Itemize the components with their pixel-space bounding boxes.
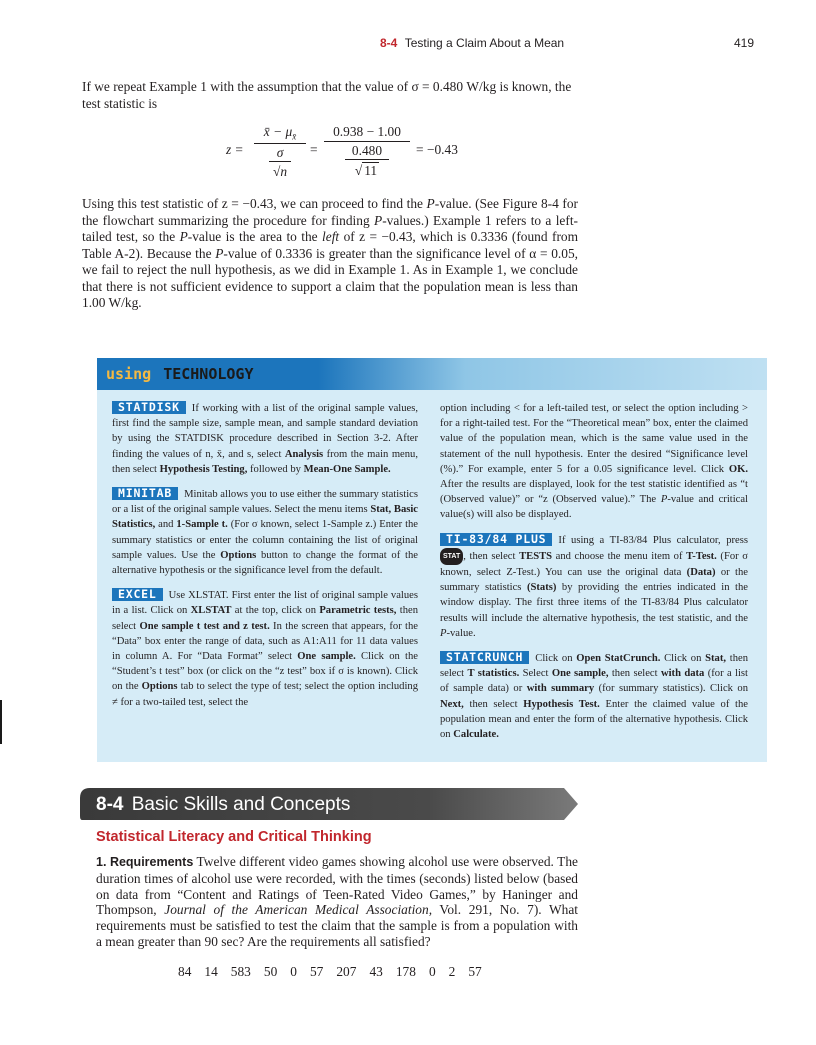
statcrunch-text: with summary — [526, 683, 595, 695]
excel-text: Click on the “Student’s t test” box (or click on the “z test” box if σ is known). Click on the — [112, 651, 418, 693]
statcrunch-text: Calculate. — [453, 729, 499, 741]
formula-sqrt-n: √n — [272, 163, 288, 179]
ti-text: If using a TI-83/84 Plus calculator, press — [558, 534, 748, 546]
body-text: left — [322, 229, 340, 244]
formula-result: = −0.43 — [416, 142, 458, 157]
data-value: 0 — [428, 964, 436, 979]
running-header — [380, 36, 564, 50]
statcrunch-text: then select — [463, 698, 524, 710]
margin-rule — [0, 700, 2, 744]
excel-text: at the top, click on — [231, 605, 320, 617]
formula-sigma: σ — [276, 144, 284, 160]
exercises-section-number: 8-4 — [96, 794, 124, 815]
excel-text: In the screen that appears, for the “Data” box enter the range of data, such as A1:A11 for 11 data values in column A. For “Data Format” select — [112, 620, 418, 663]
excel-text: XLSTAT — [190, 605, 232, 617]
technology-banner-title — [106, 364, 254, 384]
body-paragraph — [82, 196, 578, 312]
ti-text: and choose the menu item of — [552, 550, 687, 562]
page-number: 419 — [734, 36, 755, 50]
body-text: P — [179, 229, 188, 244]
statcrunch-text: Enter the claimed value of the population mean and enter the form of the alternative hypothesis. Click on — [440, 698, 748, 741]
body-text: -value is the area to the — [187, 229, 323, 244]
statcrunch-text: Stat, — [705, 653, 727, 665]
statcrunch-instructions — [440, 651, 748, 742]
statcrunch-text: with data — [660, 668, 705, 680]
ti-text: P — [440, 627, 447, 639]
excel-tag: EXCEL — [112, 588, 163, 601]
stat-key-icon: STAT — [440, 548, 463, 565]
exercises-section-title: Basic Skills and Concepts — [131, 794, 351, 815]
banner-technology: TECHNOLOGY — [163, 365, 254, 383]
exercise-text: Vol. 291, No. 7). What requirements must be satisfied to test the claim that the sample is from a population with a mean greater than 90 sec? Are the requirements all satisfied? — [96, 902, 578, 949]
data-value: 57 — [309, 964, 324, 979]
minitab-text: button to change the format of the alternative hypothesis or the significance level from the default. — [112, 549, 418, 577]
formula-value-sqrt-11: 11 — [364, 163, 378, 178]
data-value: 57 — [468, 964, 482, 979]
statcrunch-text: Hypothesis Test. — [523, 698, 600, 710]
body-text: -value. (See Figure 8-4 for the flowchart summarizing the procedure for finding — [82, 196, 578, 228]
excel-text: option including < for a left-tailed test, or select the option including > for a right-tailed test. For the “Theoretical mean” box, enter the claimed value of the population mean, which is the same value used in the statement of the null hypothesis. Enter the desired “Significance level (%).” For example, enter 5 for a 0.05 significance level. Click — [440, 403, 748, 475]
excel-text: Use XLSTAT. First enter the list of original sample values in a list. Click on — [112, 590, 418, 617]
formula-lhs: z = — [226, 142, 244, 157]
statcrunch-text: One sample, — [551, 668, 609, 680]
exercise-data-row — [178, 964, 495, 982]
statdisk-text: If working with a list of the original sample values, first find the sample size, sample mean, and sample standard deviation by using the STATDISK procedure described in Section 3-2. After finding the values of n, x̄, and s, select — [112, 403, 418, 460]
excel-text: One sample. — [297, 651, 356, 663]
minitab-text: Options — [220, 549, 257, 561]
minitab-text: Minitab allows you to use either the summary statistics or a list of the original sample values. Select the menu items — [112, 489, 418, 516]
body-text: -value of 0.3336 is greater than the significance level of α = 0.05, we fail to reject the null hypothesis, as we did in Example 1. As in Example 1, we conclude that there is not sufficient evidence to support a claim that the population mean is less than 1.00 W/kg. — [82, 245, 578, 310]
formula-value-numerator: 0.938 − 1.00 — [324, 124, 410, 142]
ti-text: by providing the entries indicated in the window display. The first three items of the TI-83/84 Plus calculator results will include the alternative hypothesis, the test statistic, and the — [440, 582, 748, 624]
body-text: P — [215, 245, 224, 261]
body-text: P — [374, 212, 383, 228]
data-value: 14 — [204, 964, 218, 979]
excel-text: One sample t test and z test. — [139, 620, 270, 632]
header-section-number: 8-4 — [380, 36, 398, 50]
ti-text: TESTS — [519, 550, 553, 562]
data-value: 178 — [395, 964, 416, 979]
statdisk-text: Hypothesis Testing, — [159, 463, 248, 475]
minitab-text: Stat, Basic Statistics, — [112, 504, 419, 531]
statcrunch-text: Click on — [660, 653, 706, 665]
excel-text: P — [660, 494, 668, 506]
exercises-subheading: Statistical Literacy and Critical Thinking — [96, 829, 372, 845]
statcrunch-text: Next, — [440, 698, 464, 710]
excel-text: OK. — [728, 463, 748, 475]
minitab-text: (For σ known, select 1-Sample z.) Enter the summary statistics or enter the column containing the list of original sample values. Use the — [112, 519, 419, 561]
statcrunch-text: Click on — [535, 653, 577, 665]
statdisk-tag: STATDISK — [112, 401, 186, 414]
statcrunch-text: Select — [519, 668, 552, 680]
exercise-number: 1. — [96, 855, 107, 869]
body-text: P — [426, 196, 435, 211]
formula-symbolic-numerator: x̄ − μ — [263, 124, 293, 139]
excel-text: -value and critical value(s) will also be displayed. — [440, 494, 748, 521]
body-text: of z = −0.43, which is 0.3336 (found from Table A-2). Because the — [82, 229, 579, 261]
header-section-title: Testing a Claim About a Mean — [404, 36, 565, 50]
excel-instructions — [112, 588, 418, 710]
excel-text: Options — [141, 681, 178, 693]
excel-text: tab to select the type of test; select the option including ≠ for a two-tailed test, select the — [112, 681, 418, 708]
statcrunch-text: T statistics. — [467, 668, 520, 680]
technology-column-left — [112, 401, 418, 710]
statcrunch-tag: STATCRUNCH — [440, 651, 529, 664]
ti-text: (Data) — [686, 567, 716, 579]
ti-text: (For σ known, select Z-Test.) You can use the original data — [440, 550, 748, 579]
ti-text: T-Test. — [686, 550, 717, 562]
minitab-instructions — [112, 487, 418, 578]
excel-text: After the results are displayed, look for the test statistic identified as “t (Observed value)” or “z (Observed value).” The — [440, 479, 748, 506]
formula-equals: = — [310, 142, 318, 157]
ti-text: , then select — [463, 550, 520, 562]
ti-instructions — [440, 533, 748, 641]
formula-symbolic-fraction — [254, 124, 306, 180]
ti-text: -value. — [446, 627, 476, 639]
statdisk-text: Analysis — [284, 448, 324, 460]
body-text: Using this test statistic of z = −0.43, we can proceed to find the — [82, 196, 427, 211]
ti-text: (Stats) — [526, 582, 557, 594]
technology-column-right — [440, 401, 748, 742]
statcrunch-text: then select — [440, 653, 749, 680]
data-value: 583 — [230, 964, 251, 979]
excel-continued — [440, 401, 748, 523]
ti-tag: TI-83/84 PLUS — [440, 533, 552, 546]
data-value: 43 — [369, 964, 383, 979]
excel-text: Parametric tests, — [319, 605, 397, 617]
exercise-text: Journal of the American Medical Association, — [164, 902, 433, 918]
statdisk-instructions — [112, 401, 418, 477]
statcrunch-text: (for summary statistics). Click on — [594, 683, 749, 695]
data-value: 2 — [448, 964, 456, 979]
formula-value-fraction: 0.938 − 1.00 0.480 √ 11 — [324, 124, 410, 179]
minitab-text: 1-Sample t. — [176, 519, 228, 531]
test-statistic-formula — [226, 124, 546, 186]
data-value: 0 — [290, 964, 297, 979]
data-value: 84 — [178, 964, 192, 979]
exercise-1 — [96, 854, 578, 950]
formula-value-sigma: 0.480 — [351, 143, 383, 158]
exercise-title: Requirements — [109, 855, 194, 869]
data-value: 207 — [336, 964, 357, 979]
ti-text: or the summary statistics — [440, 567, 748, 594]
minitab-text: and — [155, 519, 177, 531]
intro-paragraph: If we repeat Example 1 with the assumption that the value of σ = 0.480 W/kg is known, the test statistic is — [82, 79, 572, 111]
statcrunch-text: then select — [608, 668, 661, 680]
statcrunch-text: Open StatCrunch. — [576, 653, 661, 665]
banner-using: using — [106, 365, 152, 383]
statdisk-text: from the main menu, then select — [112, 448, 418, 475]
body-text: -values.) Example 1 refers to a left-tailed test, so the — [82, 212, 578, 244]
exercises-heading — [96, 793, 350, 817]
data-value: 50 — [263, 964, 278, 979]
minitab-tag: MINITAB — [112, 487, 178, 500]
statdisk-text: followed by — [247, 463, 304, 475]
formula-symbolic-subscript: x̄ — [292, 131, 297, 142]
statcrunch-text: (for a list of sample data) or — [440, 668, 748, 695]
excel-text: then select — [112, 605, 419, 632]
exercise-text: Twelve different video games showing alcohol use were observed. The duration times of alcohol use were recorded, with the times (seconds) listed below (based on data from “Content and Ratings of Teen-Rated Video Games,” by Haninger and Thompson, — [96, 854, 578, 918]
statdisk-text: Mean-One Sample. — [303, 463, 391, 475]
